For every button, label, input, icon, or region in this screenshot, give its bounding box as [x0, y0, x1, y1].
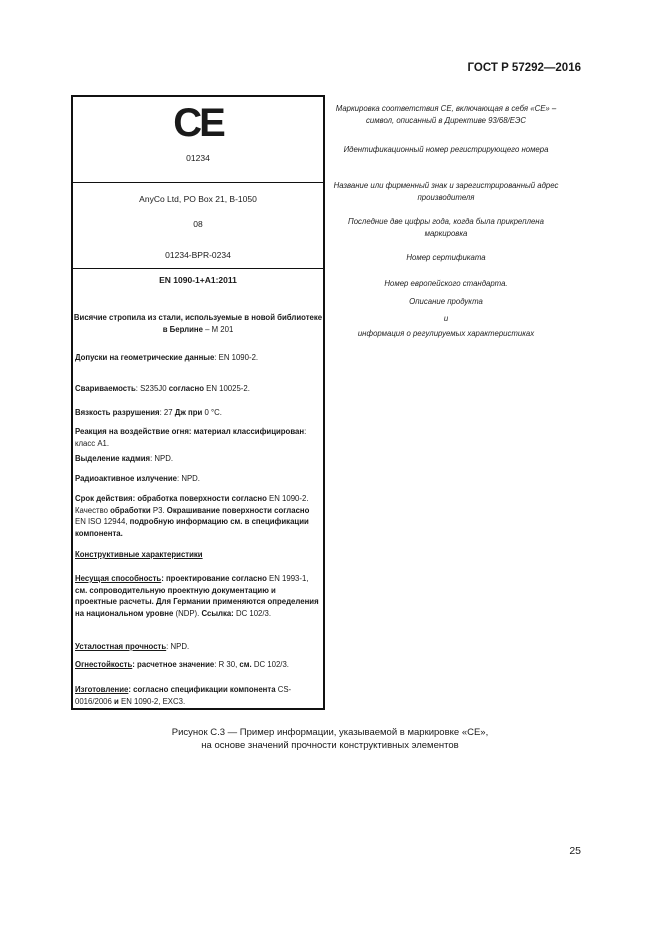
prop-radioactivity: [75, 473, 319, 485]
prop-value: : NPD.: [150, 454, 174, 463]
prop-value: : 27: [159, 408, 175, 417]
prop-label: Изготовление: [75, 685, 129, 694]
standard-number: EN 1090-1+A1:2011: [159, 275, 237, 285]
prop-value: : EN 1090-2.: [214, 353, 259, 362]
caption-line-1: Рисунок С.3 — Пример информации, указываемой в маркировке «СЕ»,: [171, 727, 489, 738]
prop-label: Допуски на геометрические данные: [75, 353, 215, 362]
prop-text: : расчетное значение: [132, 660, 215, 669]
prop-value: : NPD.: [177, 474, 200, 483]
annotation-year: Последние две цифры года, когда была прикреплена маркировка: [348, 217, 544, 238]
prop-label: Выделение кадмия: [75, 454, 151, 463]
prop-manufacture: [75, 684, 319, 707]
annotation-characteristics: информация о регулируемых характеристиках: [357, 329, 535, 338]
prop-fire-resistance: [75, 659, 319, 671]
prop-text: Ссылка:: [201, 609, 234, 619]
prop-text: Окрашивание поверхности согласно: [166, 505, 310, 515]
prop-value: (NDP).: [173, 609, 202, 619]
product-text: Висячие стропила из стали, используемые в новой библиотеке в Берлине: [73, 313, 323, 334]
product-description: [73, 312, 323, 336]
notified-body-number: 01234: [186, 153, 210, 163]
prop-value: : S235J0: [135, 384, 169, 393]
prop-load-capacity: [75, 573, 319, 620]
ce-mark-symbol: CE: [173, 101, 223, 145]
prop-cadmium: [75, 453, 319, 465]
prop-text: Дж при: [174, 408, 203, 417]
prop-label: Огнестойкость: [75, 660, 133, 669]
prop-text: подробную информацию см. в спецификации компонента.: [75, 517, 309, 539]
prop-text: см.: [239, 660, 252, 669]
structural-header: [75, 549, 319, 561]
prop-value: P3.: [150, 505, 167, 515]
prop-value: DC 102/3.: [251, 660, 289, 669]
year-digits: 08: [193, 219, 203, 229]
prop-text: и: [114, 696, 119, 706]
ce-marking-box: [71, 95, 325, 710]
prop-text: обработки: [110, 505, 151, 515]
prop-text: : согласно спецификации компонента: [128, 685, 276, 694]
prop-value: EN 1090-2. Качество: [75, 494, 309, 515]
manufacturer-address: AnyCo Ltd, PO Box 21, B-1050: [139, 194, 257, 204]
annotation-product: Описание продукта: [409, 297, 483, 306]
prop-value: CS-0016/2006: [75, 685, 292, 706]
prop-label: Реакция на воздействие огня: материал классифицирован: [75, 427, 305, 436]
document-number: ГОСТ Р 57292—2016: [467, 62, 581, 74]
product-ref: – M 201: [202, 325, 234, 334]
prop-toughness: [75, 407, 319, 419]
prop-label: Срок действия: обработка поверхности согласно: [75, 494, 267, 503]
figure-caption: [100, 727, 560, 752]
annotation-certificate: Номер сертификата: [406, 253, 486, 262]
prop-text: согласно: [168, 384, 204, 393]
caption-line-2: на основе значений прочности конструктивных элементов: [201, 739, 459, 751]
prop-value: : NPD.: [166, 642, 190, 651]
manufacturer-section: [73, 183, 323, 269]
page-number: 25: [569, 845, 581, 857]
section-heading: Конструктивные характеристики: [75, 550, 203, 559]
prop-label: Несущая способность: [75, 574, 162, 583]
prop-value: : класс A1.: [75, 427, 307, 448]
prop-durability: [75, 493, 319, 540]
prop-value: EN 1993-1,: [266, 574, 309, 583]
certificate-number: 01234-BPR-0234: [165, 250, 231, 260]
prop-value: EN 10025-2.: [203, 384, 250, 393]
prop-value: EN 1090-2, EXC3.: [118, 696, 186, 706]
prop-label: Свариваемость: [75, 384, 136, 393]
prop-label: Радиоактивное излучение: [75, 474, 178, 483]
annotation-and: и: [443, 314, 449, 323]
prop-value: : R 30,: [214, 660, 240, 669]
prop-value: DC 102/3.: [233, 609, 272, 619]
prop-weldability: [75, 383, 319, 395]
prop-fire-reaction: [75, 426, 319, 449]
prop-value: EN ISO 12944,: [75, 517, 130, 527]
prop-label: Усталостная прочность: [75, 642, 167, 651]
annotation-notified-body: Идентификационный номер регистрирующего номера: [343, 145, 549, 154]
prop-text: см. сопроводительную проектную документацию и проектные расчеты. Для Германии применяются определения на национальном уровне: [75, 585, 319, 619]
annotation-manufacturer: Название или фирменный знак и зарегистрированный адрес производителя: [333, 181, 559, 202]
prop-tolerance: [75, 352, 319, 364]
prop-text: : проектирование согласно: [161, 574, 267, 583]
prop-value: 0 °C.: [202, 408, 222, 417]
annotation-ce-marking: Маркировка соответствия СЕ, включающая в себя «СЕ» – символ, описанный в Директиве 93/68/ЕЭС: [335, 104, 557, 125]
prop-fatigue: [75, 641, 319, 653]
product-section: [73, 269, 323, 706]
prop-label: Вязкость разрушения: [75, 408, 160, 417]
ce-section: [73, 97, 323, 183]
annotation-standard: Номер европейского стандарта.: [384, 279, 508, 288]
